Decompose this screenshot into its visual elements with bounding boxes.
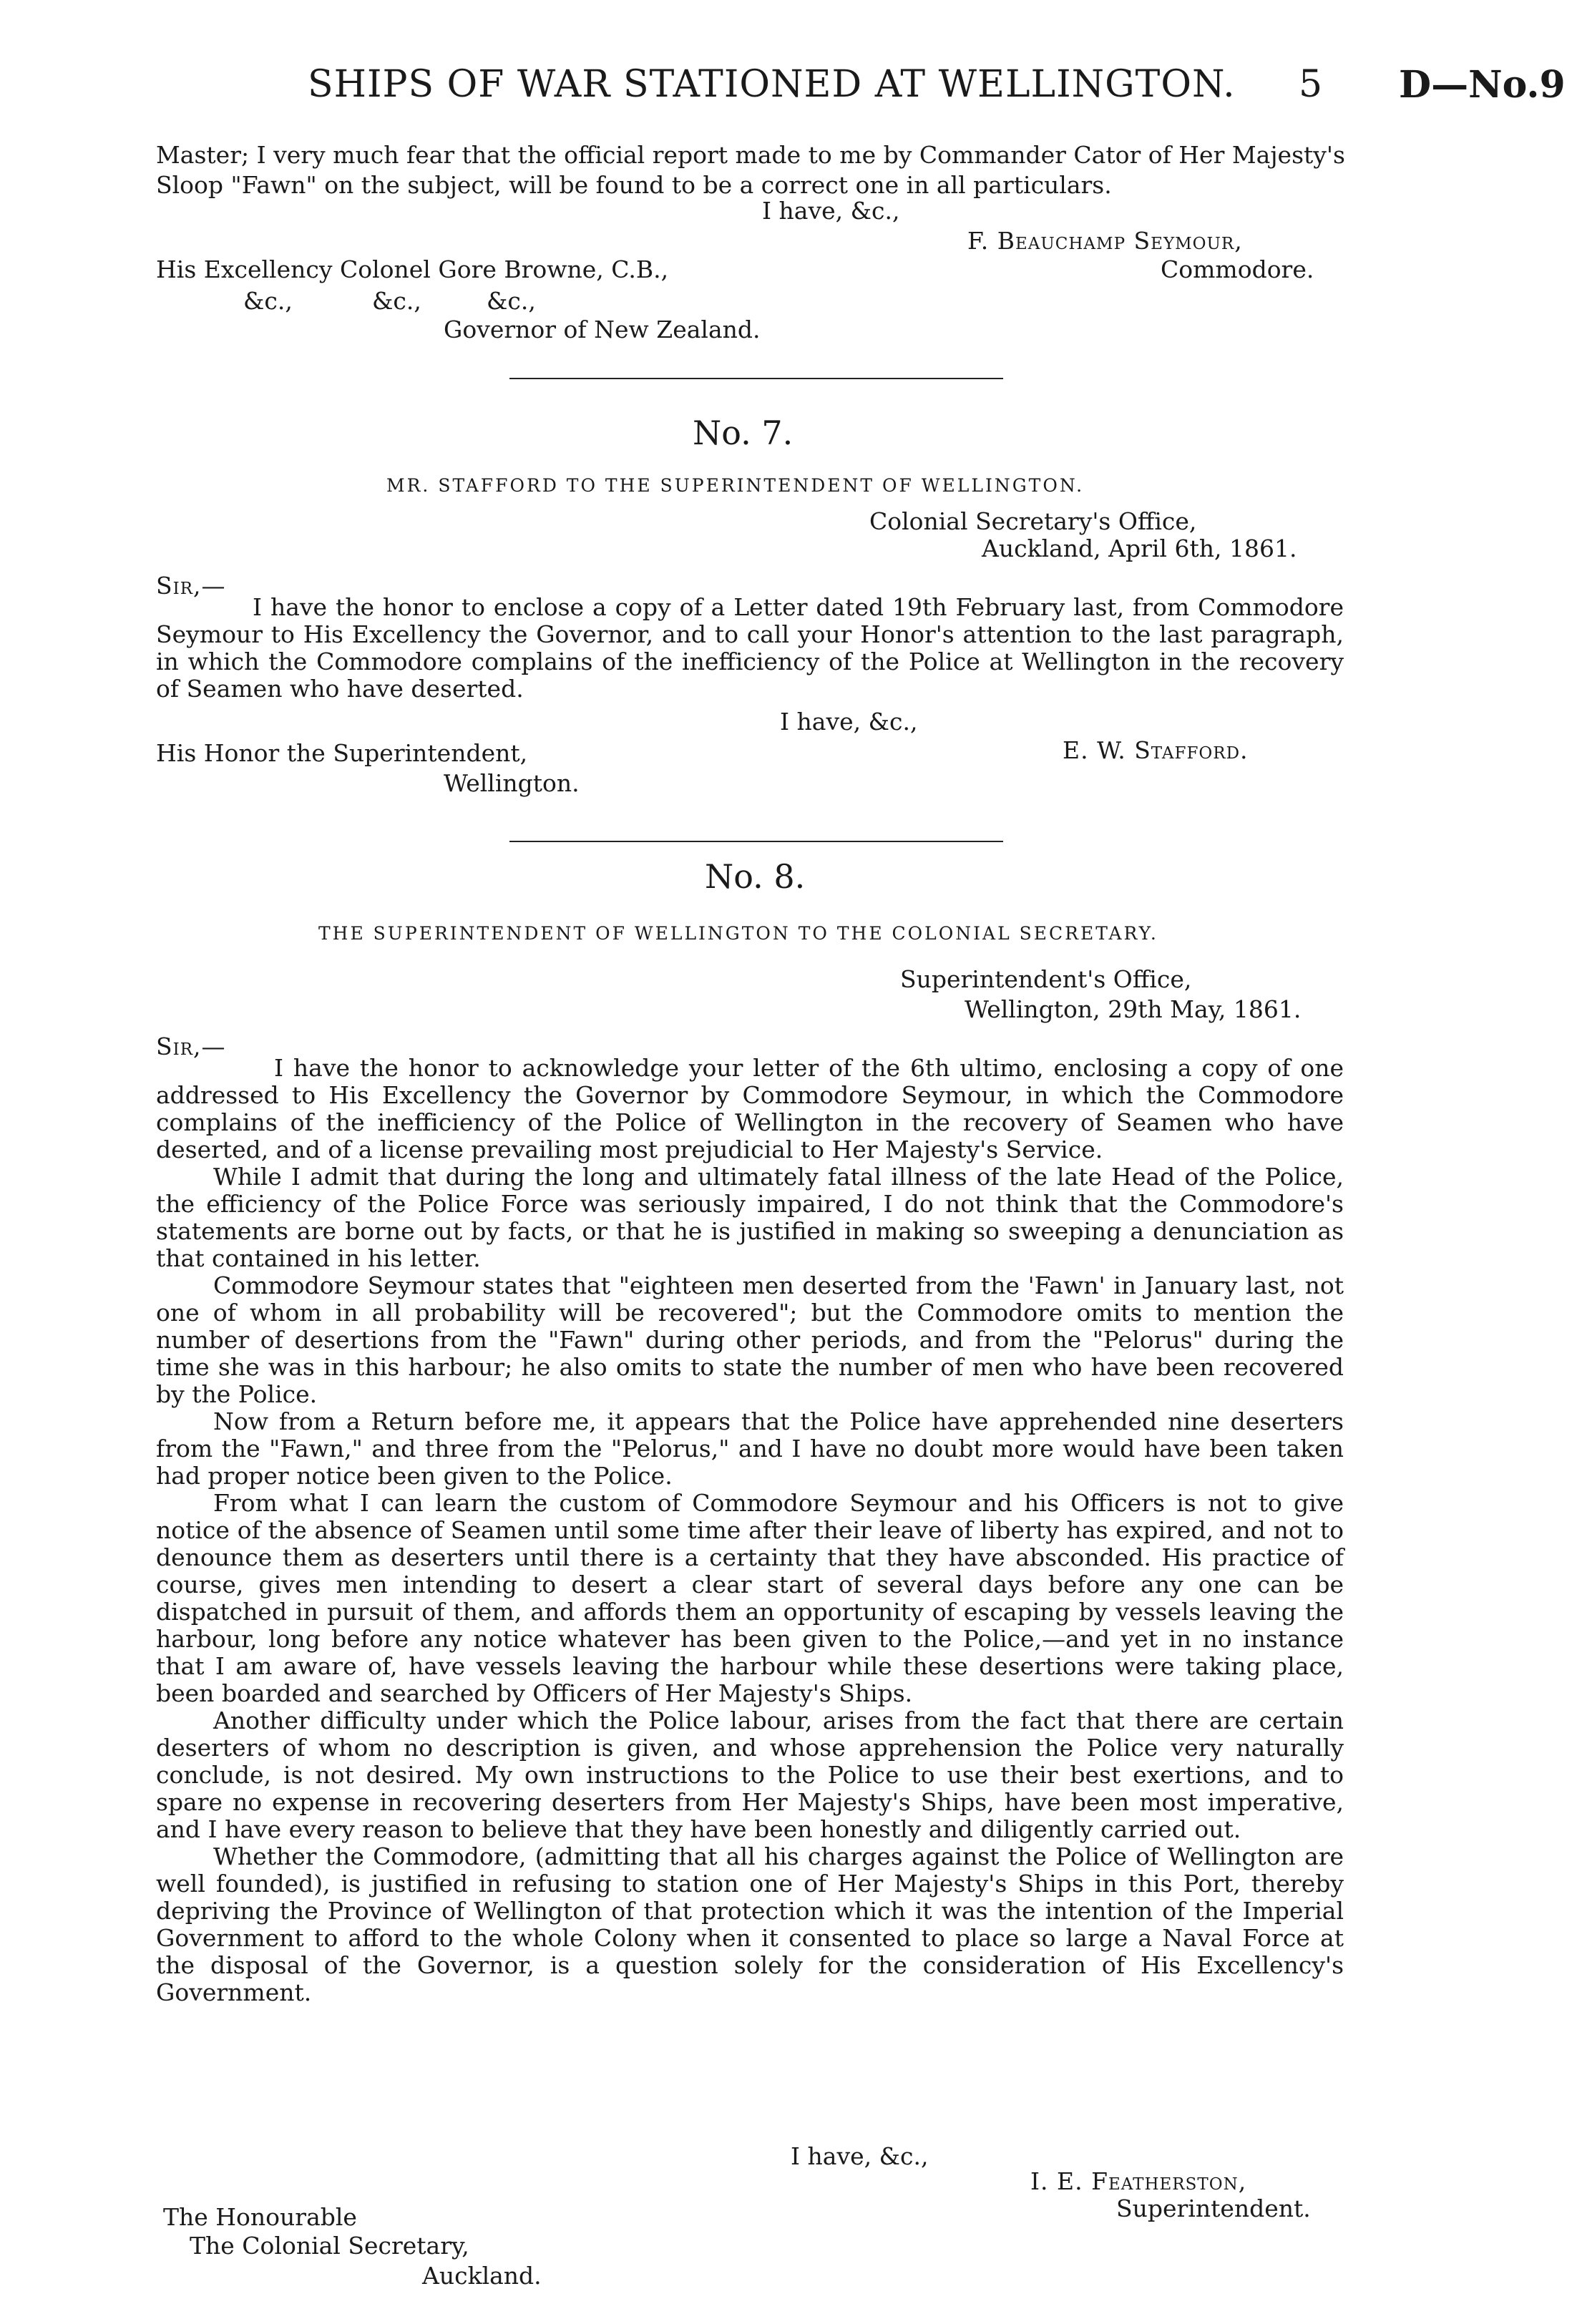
letter8-place-date: Wellington, 29th May, 1861. bbox=[965, 995, 1302, 1023]
letter8-paragraph: Whether the Commodore, (admitting that all his charges against the Police of Wellington are well founded), is justified in refusing to station one of Her Majesty's Ships in this Port, thereby depriving the Province of Wellington of that protection which it was the intention of the Imperial Government to afford to the whole Colony when it consented to place so large a Naval Force at the disposal of the Governor, is a question solely for the consideration of His Excellency's Government. bbox=[156, 1842, 1344, 2006]
letter8-paragraph: Another difficulty under which the Police labour, arises from the fact that there are certain deserters of whom no description is given, and whose apprehension the Police very naturally conclude, is not desired. My own instructions to the Police to use their best exertions, and to spare no expense in recovering deserters from Her Majesty's Ships, have been most imperative, and I have every reason to believe that they have been honestly and diligently carried out. bbox=[156, 1707, 1344, 1843]
document-reference: D—No.9 bbox=[1399, 63, 1566, 107]
letter7-signature: E. W. Stafford. bbox=[1063, 736, 1249, 764]
letter8-number: No. 8. bbox=[705, 857, 806, 896]
letter6-addressee-etc-1: &c., bbox=[243, 287, 293, 315]
letter8-caption: THE SUPERINTENDENT OF WELLINGTON TO THE COLONIAL SECRETARY. bbox=[318, 923, 1158, 944]
letter6-addressee-1: His Excellency Colonel Gore Browne, C.B., bbox=[156, 255, 669, 283]
section-divider bbox=[509, 841, 1003, 842]
letter8-paragraph: Commodore Seymour states that "eighteen men deserted from the 'Fawn' in January last, not one of whom in all probability will be recovered"; but the Commodore omits to mention the number of desertions from the "Fawn" during other periods, and from the "Pelorus" during the time she was in this harbour; he also omits to state the number of men who have been recovered by the Police. bbox=[156, 1271, 1344, 1408]
page-number: 5 bbox=[1299, 63, 1323, 106]
letter6-signatory-title: Commodore. bbox=[1161, 255, 1314, 283]
letter8-office: Superintendent's Office, bbox=[900, 965, 1192, 993]
letter6-line-1: Master; I very much fear that the official report made to me by Commander Cator of Her Majesty's bbox=[156, 141, 1345, 169]
letter6-addressee-3: Governor of New Zealand. bbox=[444, 316, 761, 343]
letter7-close: I have, &c., bbox=[780, 708, 918, 736]
letter7-addressee-2: Wellington. bbox=[444, 769, 580, 797]
letter6-line-2: Sloop "Fawn" on the subject, will be found to be a correct one in all particulars. bbox=[156, 171, 1112, 199]
letter7-number: No. 7. bbox=[693, 414, 794, 452]
letter8-addressee-1: The Honourable bbox=[163, 2203, 357, 2231]
letter8-paragraph: Now from a Return before me, it appears that the Police have apprehended nine deserters from the "Fawn," and three from the "Pelorus," and I have no doubt more would have been taken had proper notice been given to the Police. bbox=[156, 1407, 1344, 1490]
letter6-addressee-etc-3: &c., bbox=[487, 287, 536, 315]
letter8-body bbox=[156, 1055, 1344, 2006]
letter7-office: Colonial Secretary's Office, bbox=[869, 507, 1197, 535]
letter8-paragraph: I have the honor to acknowledge your letter of the 6th ultimo, enclosing a copy of one addressed to His Excellency the Governor by Commodore Seymour, in which the Commodore complains of the inefficiency of the Police of Wellington in the recovery of Seamen who have deserted, and of a license prevailing most prejudicial to Her Majesty's Service. bbox=[156, 1054, 1344, 1163]
letter8-addressee-2: The Colonial Secretary, bbox=[190, 2232, 469, 2260]
letter7-place-date: Auckland, April 6th, 1861. bbox=[982, 534, 1297, 562]
letter8-signatory-title: Superintendent. bbox=[1116, 2194, 1311, 2222]
letter7-body bbox=[156, 594, 1344, 703]
letter7-paragraph: I have the honor to enclose a copy of a Letter dated 19th February last, from Commodore Seymour to His Excellency the Governor, and to call your Honor's attention to the last paragraph, in which the Commodore complains of the inefficiency of the Police at Wellington in the recovery of Seamen who have deserted. bbox=[156, 593, 1344, 703]
running-header-title: SHIPS OF WAR STATIONED AT WELLINGTON. bbox=[308, 63, 1236, 106]
letter7-addressee-1: His Honor the Superintendent, bbox=[156, 739, 528, 767]
letter8-salutation: Sir,— bbox=[156, 1032, 226, 1060]
letter7-salutation: Sir,— bbox=[156, 572, 226, 600]
letter7-caption: MR. STAFFORD TO THE SUPERINTENDENT OF WELLINGTON. bbox=[386, 475, 1085, 496]
letter6-signature: F. Beauchamp Seymour, bbox=[967, 227, 1243, 255]
section-divider bbox=[509, 378, 1003, 379]
letter8-paragraph: While I admit that during the long and ultimately fatal illness of the late Head of the Police, the efficiency of the Police Force was seriously impaired, I do not think that the Commodore's statements are borne out by facts, or that he is justified in making so sweeping a denunciation as that contained in his letter. bbox=[156, 1163, 1344, 1272]
letter6-close: I have, &c., bbox=[762, 197, 900, 225]
letter8-signature: I. E. Featherston, bbox=[1030, 2167, 1247, 2195]
letter8-paragraph: From what I can learn the custom of Commodore Seymour and his Officers is not to give notice of the absence of Seamen until some time after their leave of liberty has expired, and not to denounce them as deserters until there is a certainty that they have absconded. His practice of course, gives men intending to desert a clear start of several days before any one can be dispatched in pursuit of them, and affords them an opportunity of escaping by vessels leaving the harbour, long before any notice whatever has been given to the Police,—and yet in no instance that I am aware of, have vessels leaving the harbour while these desertions were taking place, been boarded and searched by Officers of Her Majesty's Ships. bbox=[156, 1489, 1344, 1707]
letter8-close: I have, &c., bbox=[791, 2142, 929, 2170]
letter6-addressee-etc-2: &c., bbox=[372, 287, 421, 315]
letter8-addressee-3: Auckland. bbox=[422, 2262, 542, 2290]
